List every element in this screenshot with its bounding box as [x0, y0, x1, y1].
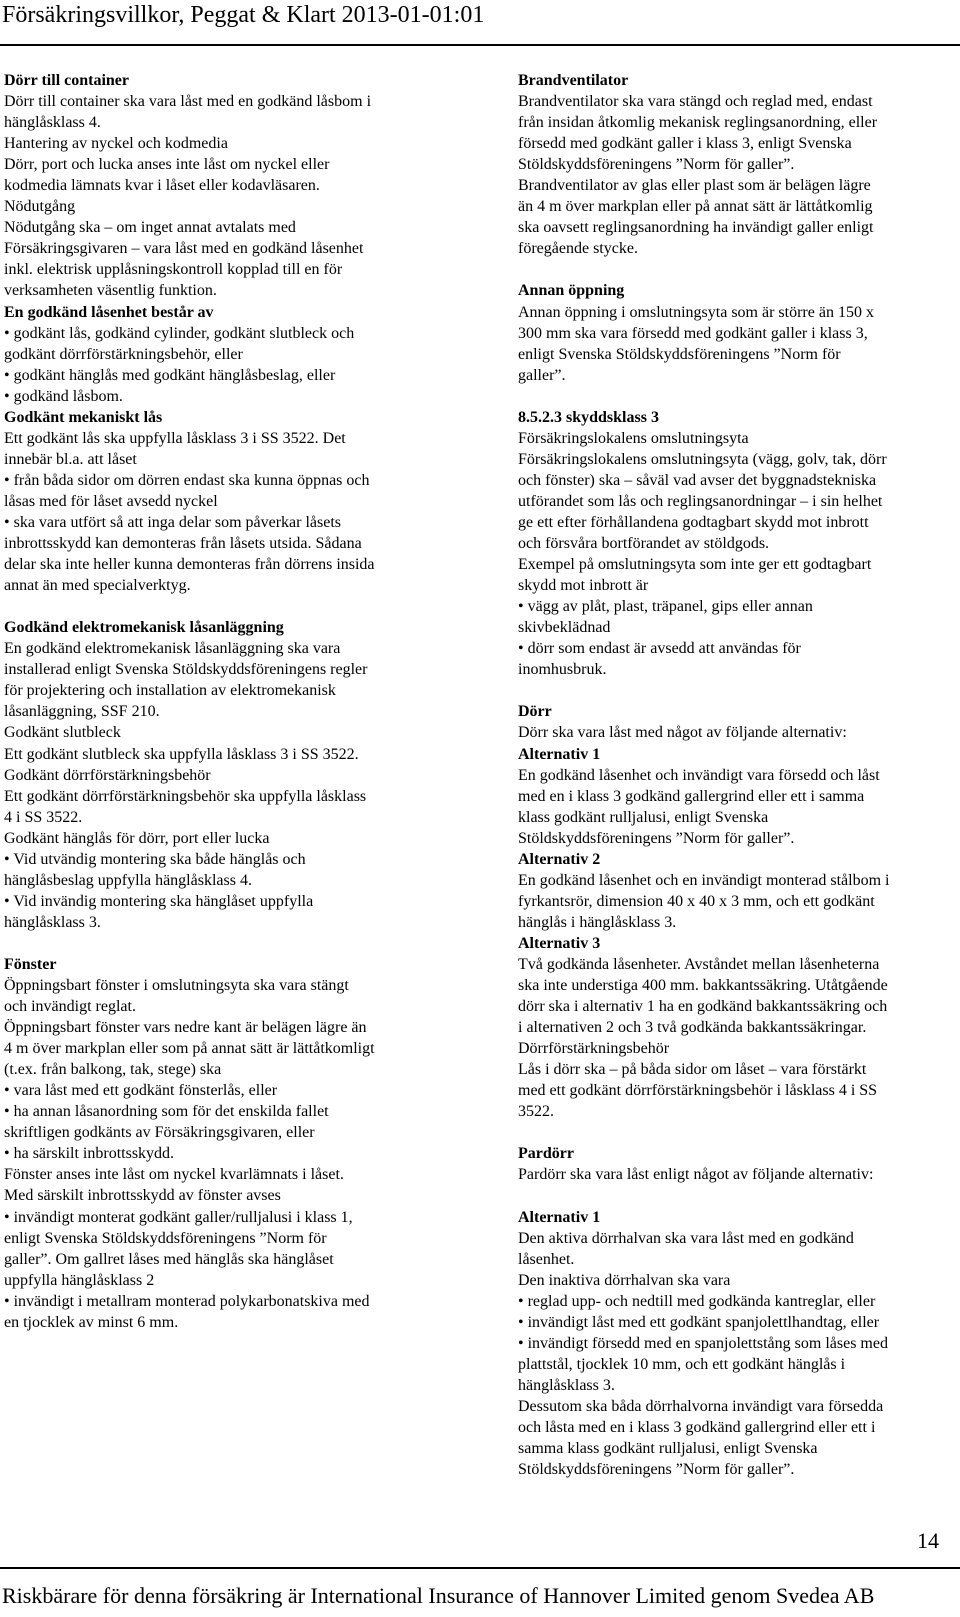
text-line: Öppningsbart fönster vars nedre kant är belägen lägre än — [4, 1019, 367, 1037]
text-line: Dörrförstärkningsbehör — [518, 1040, 670, 1058]
text-line: (t.ex. från balkong, tak, stege) ska — [4, 1061, 222, 1079]
section-heading: 8.5.2.3 skyddsklass 3 — [518, 408, 659, 426]
text-line: • invändigt monterat godkänt galler/rulljalusi i klass 1, — [4, 1208, 353, 1226]
text-line: Stöldskyddsföreningens ”Norm för galler”. — [518, 156, 795, 174]
page-header — [0, 0, 960, 48]
text-line: • vara låst med ett godkänt fönsterlås, eller — [4, 1082, 278, 1100]
paragraph-spacer — [518, 259, 958, 280]
text-line: ska oavsett reglingsanordning ha invändigt galler enligt — [518, 219, 874, 237]
section-heading: Dörr till container — [4, 72, 130, 89]
section-heading: Alternativ 1 — [518, 745, 601, 763]
text-line: • invändigt försedd med en spanjolettstång som låses med — [518, 1334, 888, 1352]
text-line: och låsta med en i klass 3 godkänd gallergrind eller ett i — [518, 1419, 876, 1436]
section-heading: Brandventilator — [518, 72, 629, 89]
text-line: • reglad upp- och nedtill med godkända kantreglar, eller — [518, 1292, 876, 1310]
text-line: galler”. Om gallret låses med hänglås ska hänglåset — [4, 1250, 334, 1268]
text-line: enligt Svenska Stöldskyddsföreningens ”Norm för — [518, 345, 841, 363]
text-line: • ska vara utfört så att inga delar som påverkar låsets — [4, 513, 342, 531]
page-number: 14 — [917, 1528, 939, 1553]
text-line: En godkänd låsenhet och invändigt vara försedd och låst — [518, 766, 880, 784]
text-line: • ha annan låsanordning som för det enskilda fallet — [4, 1103, 329, 1121]
section-heading: Dörr — [518, 703, 552, 721]
section-heading: Annan öppning — [518, 282, 625, 300]
text-line: hänglåsklass 3. — [4, 913, 101, 931]
text-line: enligt Svenska Stöldskyddsföreningens ”Norm för — [4, 1229, 327, 1247]
section-heading: En godkänd låsenhet består av — [4, 303, 214, 321]
text-line: galler”. — [518, 366, 566, 384]
paragraph-spacer — [518, 680, 958, 701]
text-line: • godkänd låsbom. — [4, 387, 123, 405]
text-line: och försvåra bortförandet av stöldgods. — [518, 535, 770, 553]
text-line: Försäkringslokalens omslutningsyta (vägg, golv, tak, dörr — [518, 450, 887, 468]
text-line: från insidan åtkomlig mekanisk reglingsanordning, eller — [518, 114, 878, 132]
footer-text: Riskbärare för denna försäkring är International Insurance of Hannover Limited genom Svedea AB — [2, 1583, 875, 1608]
text-line: samma klass godkänt rulljalusi, enligt Svenska — [518, 1440, 818, 1458]
text-line: Med särskilt inbrottsskydd av fönster avses — [4, 1187, 281, 1205]
text-line: Godkänt slutbleck — [4, 724, 121, 742]
text-line: Pardörr ska vara låst enligt något av följande alternativ: — [518, 1166, 874, 1184]
text-line: dörr ska i alternativ 1 ha en godkänd bakkantssäkring och — [518, 998, 888, 1016]
text-line: Den aktiva dörrhalvan ska vara låst med en godkänd — [518, 1229, 854, 1247]
text-line: En godkänd elektromekanisk låsanläggning ska vara — [4, 640, 341, 658]
text-line: hänglås i hänglåsklass 3. — [518, 913, 677, 931]
section-heading: Fönster — [4, 955, 57, 973]
text-line: skydd mot inbrott är — [518, 577, 649, 595]
text-line: Ett godkänt lås ska uppfylla låsklass 3 i SS 3522. Det — [4, 429, 346, 447]
text-line: godkänt dörrförstärkningsbehör, eller — [4, 345, 243, 363]
section-heading: Pardörr — [518, 1145, 574, 1163]
text-line: • invändigt i metallram monterad polykarbonatskiva med — [4, 1292, 370, 1310]
text-line: låsanläggning, SSF 210. — [4, 703, 160, 721]
paragraph-spacer — [518, 386, 958, 407]
text-line: • godkänt lås, godkänd cylinder, godkänt slutbleck och — [4, 324, 355, 342]
text-line: Godkänt hänglås för dörr, port eller lucka — [4, 829, 270, 847]
text-line: Brandventilator av glas eller plast som är belägen lägre — [518, 177, 871, 195]
text-line: kodmedia lämnats kvar i låset eller kodavläsaren. — [4, 177, 320, 195]
text-line: skivbeklädnad — [518, 619, 611, 637]
text-line: Hantering av nyckel och kodmedia — [4, 135, 228, 153]
text-line: uppfylla hänglåsklass 2 — [4, 1271, 155, 1289]
text-line: annat än med specialverktyg. — [4, 577, 191, 595]
text-line: Dörr till container ska vara låst med en godkänd låsbom i — [4, 93, 372, 111]
text-line: • godkänt hänglås med godkänt hänglåsbeslag, eller — [4, 366, 336, 384]
text-line: skriftligen godkänts av Försäkringsgivaren, eller — [4, 1124, 315, 1142]
section-heading: Godkänt mekaniskt lås — [4, 408, 163, 426]
text-line: delar ska inte heller kunna demonteras från dörrens insida — [4, 556, 375, 574]
text-line: med en i klass 3 godkänd gallergrind eller ett i samma — [518, 787, 865, 805]
text-line: försedd med godkänt galler i klass 3, enligt Svenska — [518, 135, 852, 153]
text-line: Brandventilator ska vara stängd och reglad med, endast — [518, 93, 873, 111]
text-line: Stöldskyddsföreningens ”Norm för galler”. — [518, 1461, 795, 1479]
text-line: Fönster anses inte låst om nyckel kvarlämnats i låset. — [4, 1166, 344, 1184]
left-column — [4, 70, 441, 1333]
text-line: Ett godkänt dörrförstärkningsbehör ska uppfylla låsklass — [4, 787, 367, 805]
text-line: verksamheten väsentlig funktion. — [4, 282, 217, 300]
text-line: hänglåsbeslag uppfylla hänglåsklass 4. — [4, 871, 252, 889]
text-line: Dessutom ska båda dörrhalvorna invändigt vara försedda — [518, 1397, 884, 1415]
text-line: och fönster) ska – såväl vad avser det byggnadstekniska — [518, 471, 877, 489]
text-line: och invändigt reglat. — [4, 998, 136, 1016]
text-line: låsas med för låset avsedd nyckel — [4, 492, 218, 510]
header-divider — [0, 44, 960, 46]
section-heading: Alternativ 1 — [518, 1208, 601, 1226]
text-line: Stöldskyddsföreningens ”Norm för galler”. — [518, 829, 795, 847]
text-line: Försäkringslokalens omslutningsyta — [518, 429, 749, 447]
section-heading: Alternativ 2 — [518, 850, 601, 868]
text-line: fyrkantsrör, dimension 40 x 40 x 3 mm, och ett godkänt — [518, 892, 875, 910]
text-line: i alternativen 2 och 3 två godkända bakkantssäkringar. — [518, 1019, 867, 1037]
text-line: Öppningsbart fönster i omslutningsyta ska vara stängt — [4, 977, 349, 995]
text-line: låsenhet. — [518, 1250, 575, 1268]
text-line: plattstål, tjocklek 10 mm, och ett godkänt hänglås i — [518, 1355, 846, 1373]
paragraph-spacer — [4, 596, 441, 617]
text-line: Två godkända låsenheter. Avståndet mellan låsenheterna — [518, 955, 880, 973]
text-line: än 4 m över markplan eller på annat sätt är lättåtkomlig — [518, 198, 873, 216]
text-line: utförandet som lås och reglingsanordningar – i sin helhet — [518, 492, 883, 510]
text-line: 3522. — [518, 1103, 554, 1121]
text-line: innebär bl.a. att låset — [4, 450, 137, 468]
text-line: Nödutgång — [4, 198, 76, 216]
text-line: för projektering och installation av elektromekanisk — [4, 682, 336, 700]
text-line: föregående stycke. — [518, 240, 638, 258]
section-heading: Godkänd elektromekanisk låsanläggning — [4, 619, 284, 637]
text-line: 4 i SS 3522. — [4, 808, 83, 826]
text-line: Dörr ska vara låst med något av följande alternativ: — [518, 724, 847, 742]
paragraph-spacer — [518, 1122, 958, 1143]
text-line: Försäkringsgivaren – vara låst med en godkänd låsenhet — [4, 240, 364, 258]
footer-divider — [0, 1567, 960, 1569]
text-line: • invändigt låst med ett godkänt spanjolettlhandtag, eller — [518, 1313, 880, 1331]
text-line: 4 m över markplan eller som på annat sätt är lättåtkomligt — [4, 1040, 375, 1058]
document-title: Försäkringsvillkor, Peggat & Klart 2013-01-01:01 — [2, 2, 485, 28]
text-line: ge ett efter förhållandena godtagbart skydd mot inbrott — [518, 513, 869, 531]
text-line: 300 mm ska vara försedd med godkänt galler i klass 3, — [518, 324, 868, 342]
text-line: Lås i dörr ska – på båda sidor om låset – vara förstärkt — [518, 1061, 867, 1079]
text-line: hänglåsklass 4. — [4, 114, 101, 132]
text-line: • vägg av plåt, plast, träpanel, gips eller annan — [518, 598, 813, 616]
text-line: klass godkänt rulljalusi, enligt Svenska — [518, 808, 769, 826]
text-line: Den inaktiva dörrhalvan ska vara — [518, 1271, 731, 1289]
text-line: • från båda sidor om dörren endast ska kunna öppnas och — [4, 471, 370, 489]
section-heading: Alternativ 3 — [518, 934, 601, 952]
text-line: Dörr, port och lucka anses inte låst om nyckel eller — [4, 156, 330, 174]
text-line: med ett godkänt dörrförstärkningsbehör i låsklass 4 i SS — [518, 1082, 878, 1100]
text-line: • dörr som endast är avsedd att användas för — [518, 640, 801, 658]
text-line: Nödutgång ska – om inget annat avtalats med — [4, 219, 296, 237]
text-line: hänglåsklass 3. — [518, 1376, 615, 1394]
text-line: • ha särskilt inbrottsskydd. — [4, 1145, 175, 1163]
right-column — [518, 70, 958, 1480]
text-line: • Vid utvändig montering ska både hänglås och — [4, 850, 306, 868]
text-line: en tjocklek av minst 6 mm. — [4, 1313, 179, 1331]
paragraph-spacer — [4, 933, 441, 954]
text-line: Exempel på omslutningsyta som inte ger ett godtagbart — [518, 556, 872, 574]
text-line: Ett godkänt slutbleck ska uppfylla låsklass 3 i SS 3522. — [4, 745, 359, 763]
text-line: En godkänd låsenhet och en invändigt monterad stålbom i — [518, 871, 890, 889]
text-line: ska inte understiga 400 mm. bakkantssäkring. Utåtgående — [518, 977, 888, 995]
text-line: Annan öppning i omslutningsyta som är större än 150 x — [518, 303, 874, 321]
text-line: • Vid invändig montering ska hänglåset uppfylla — [4, 892, 314, 910]
text-line: inomhusbruk. — [518, 661, 607, 679]
text-line: Godkänt dörrförstärkningsbehör — [4, 766, 211, 784]
text-line: inkl. elektrisk upplåsningskontroll kopplad till en för — [4, 261, 343, 279]
text-line: installerad enligt Svenska Stöldskyddsföreningens regler — [4, 661, 368, 679]
text-line: inbrottsskydd kan demonteras från låsets utsida. Sådana — [4, 535, 362, 553]
paragraph-spacer — [518, 1185, 958, 1206]
